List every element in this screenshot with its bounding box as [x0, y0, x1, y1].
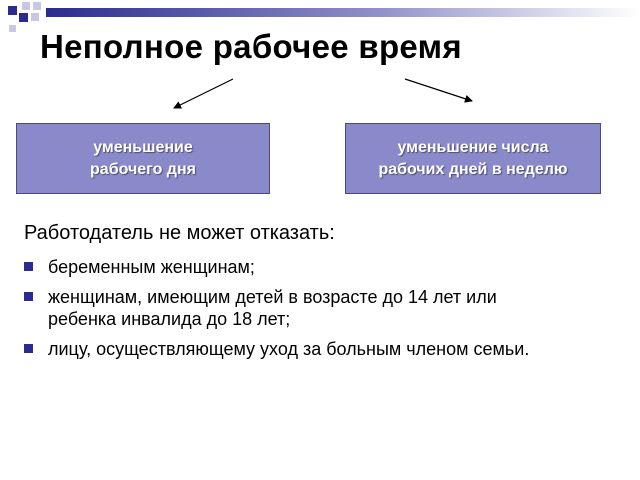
- list-item: [24, 286, 634, 330]
- slide-title: Неполное рабочее время: [40, 28, 462, 65]
- list-item-line-1: беременным женщинам;: [48, 257, 255, 277]
- decor-square-2: [22, 2, 30, 10]
- arrow-right: [405, 79, 472, 101]
- bullet-list: [24, 256, 634, 368]
- box-right-line-1: уменьшение числа: [397, 138, 549, 156]
- list-item: [24, 338, 634, 360]
- box-right-line-2: рабочих дней в неделю: [378, 160, 568, 178]
- bullet-square-icon: [24, 262, 33, 271]
- bullet-square-icon: [24, 344, 33, 353]
- decor-square-5: [31, 13, 39, 21]
- box-reduce-working-day: [16, 123, 270, 194]
- box-reduce-working-days-per-week: [345, 123, 601, 194]
- list-item-line-1: женщинам, имеющим детей в возрасте до 14 лет или: [48, 287, 497, 307]
- decor-square-3: [33, 2, 41, 10]
- box-left-line-1: уменьшение: [93, 138, 193, 156]
- arrow-left: [174, 79, 233, 108]
- decor-square-6: [9, 25, 16, 32]
- decor-bar: [46, 8, 640, 17]
- lead-text: Работодатель не может отказать:: [24, 222, 335, 244]
- list-item-line-2: ребенка инвалида до 18 лет;: [48, 309, 291, 329]
- box-left-line-2: рабочего дня: [90, 160, 196, 178]
- list-item: [24, 256, 634, 278]
- list-item-line-1: лицу, осуществляющему уход за больным членом семьи.: [48, 339, 530, 359]
- bullet-square-icon: [24, 292, 33, 301]
- decor-square-4: [19, 13, 28, 22]
- decor-square-1: [8, 6, 17, 15]
